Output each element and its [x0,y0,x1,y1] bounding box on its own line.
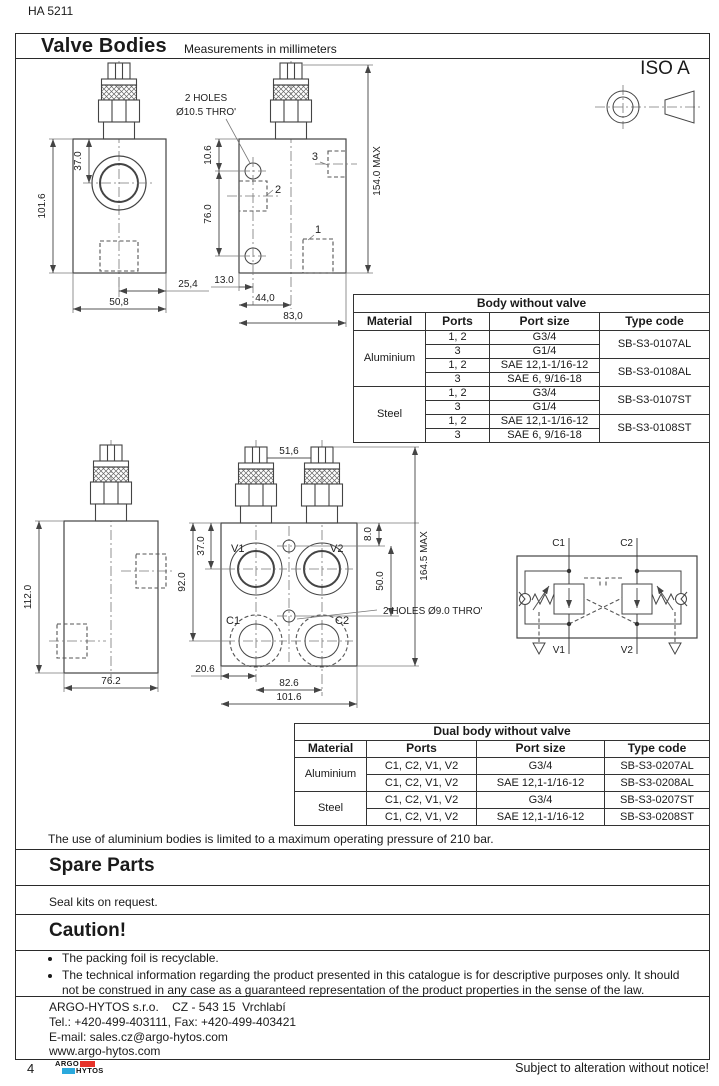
dim-c1-from-edge: 20.6 [195,664,215,675]
logo-cyan-block [62,1068,75,1074]
dual-table-title: Dual body without valve [295,724,710,741]
caution-list [46,951,696,1001]
col-ports: Ports [367,741,477,758]
page-subtitle: Measurements in millimeters [184,42,337,56]
cell-size: G3/4 [477,758,605,775]
cell-type: SB-S3-0207AL [605,758,710,775]
cell-type: SB-S3-0108ST [600,415,710,443]
body-table-title: Body without valve [354,295,710,313]
spare-parts-body: Seal kits on request. [49,895,158,909]
col-ports: Ports [426,313,490,331]
contact-website: www.argo-hytos.com [49,1044,161,1059]
table-row [354,387,710,401]
cell-material: Steel [295,792,367,826]
contact-address: ARGO-HYTOS s.r.o. CZ - 543 15 Vrchlabí [49,1000,286,1014]
dim-cartridge-spacing: 51,6 [279,446,299,457]
schematic-c1-label: C1 [552,538,565,549]
port-c1-label: C1 [226,615,241,627]
cell-material: Aluminium [295,758,367,792]
cell-size: SAE 6, 9/16-18 [490,373,600,387]
dim-body-width: 50,8 [109,297,129,308]
cell-type: SB-S3-0107AL [600,331,710,359]
dim-v-from-top: 37.0 [196,536,207,556]
logo-text-hytos: HYTOS [76,1066,104,1075]
content-frame [15,33,710,1060]
contact-email: E-mail: sales.cz@argo-hytos.com [49,1029,228,1044]
cell-size: G1/4 [490,401,600,415]
dim-dual-front-width: 101.6 [276,692,302,703]
col-material: Material [354,313,426,331]
table-row [295,758,710,775]
dim-dual-side-height: 112.0 [23,584,34,610]
dim-hole-from-edge: 13.0 [214,275,234,286]
port-2-label: 2 [275,184,282,196]
cell-material: Aluminium [354,331,426,387]
caution-bar [16,914,709,951]
dim-holes-spacing: 76.0 [203,204,214,224]
cell-size: G3/4 [490,331,600,345]
dim-c-spacing: 82.6 [279,678,299,689]
doc-code: HA 5211 [28,4,74,18]
col-port-size: Port size [490,313,600,331]
contact-phone: Tel.: +420-499-403111, Fax: +420-499-403421 [49,1014,297,1029]
cell-ports: 1, 2 [426,415,490,429]
cell-size: SAE 12,1-1/16-12 [490,415,600,429]
dim-hole-from-top: 8.0 [363,527,374,541]
dual-body-drawing [21,426,511,726]
schematic-v2-label: V2 [620,645,633,656]
dim-dual-side-width: 76.2 [101,676,121,687]
cell-size: G3/4 [477,792,605,809]
col-type-code: Type code [600,313,710,331]
dim-port-line-offset: 44,0 [255,293,275,304]
spare-parts-title: Spare Parts [49,855,155,876]
cell-size: SAE 12,1-1/16-12 [477,775,605,792]
cell-ports: 1, 2 [426,359,490,373]
dual-front-view [177,440,483,708]
col-material: Material [295,741,367,758]
port-3-label: 3 [311,151,318,163]
cell-size: SAE 12,1-1/16-12 [477,809,605,826]
dual-side-view [23,440,173,692]
holes-note-line1: 2 HOLES [184,93,228,104]
pressure-note: The use of aluminium bodies is limited to a maximum operating pressure of 210 bar. [48,832,494,846]
cell-ports: C1, C2, V1, V2 [367,775,477,792]
cell-ports: C1, C2, V1, V2 [367,792,477,809]
dim-port-from-top: 37.0 [73,151,84,171]
cell-size: SAE 12,1-1/16-12 [490,359,600,373]
caution-bullet: • The packing foil is recyclable. [62,951,696,966]
cell-ports: 3 [426,401,490,415]
dim-dual-max-height: 164.5 MAX [419,531,430,581]
cell-type: SB-S3-0208AL [605,775,710,792]
iso-projection-symbol [593,49,705,139]
argo-hytos-logo [55,1060,115,1074]
col-port-size: Port size [477,741,605,758]
dim-front-width: 83,0 [283,311,303,322]
schematic-v1-label: V1 [552,645,565,656]
spare-parts-bar [16,849,709,886]
cell-ports: 1, 2 [426,387,490,401]
contact-box [16,996,709,1058]
dual-body-table [294,723,710,826]
dim-bottom-port-offset: 25,4 [178,279,198,290]
cell-ports: C1, C2, V1, V2 [367,758,477,775]
col-type-code: Type code [605,741,710,758]
cell-type: SB-S3-0108AL [600,359,710,387]
cell-type: SB-S3-0207ST [605,792,710,809]
page-title: Valve Bodies [41,35,167,57]
single-front-view [176,61,383,327]
cell-size: G3/4 [490,387,600,401]
page-number: 4 [27,1061,35,1076]
single-body-drawing [23,59,403,344]
caution-title: Caution! [49,920,127,941]
logo-text-argo: ARGO [55,1059,80,1068]
cell-ports: 3 [426,345,490,359]
port-v1-label: V1 [231,543,245,555]
port-1-label: 1 [315,224,322,236]
body-table [353,294,710,443]
cell-material: Steel [354,387,426,443]
cell-type: SB-S3-0107ST [600,387,710,415]
dim-hole-from-top: 10.6 [203,145,214,165]
single-side-view [37,61,209,313]
port-c2-label: C2 [335,615,350,627]
table-row [295,792,710,809]
cell-size: G1/4 [490,345,600,359]
dim-hole-spacing: 50.0 [375,571,386,591]
dim-max-height: 154.0 MAX [372,146,383,196]
table-row [354,331,710,345]
cell-ports: 1, 2 [426,331,490,345]
footer-note: Subject to alteration without notice! [515,1061,709,1075]
cell-size: SAE 6, 9/16-18 [490,429,600,443]
hydraulic-schematic [509,526,704,666]
schematic-c2-label: C2 [620,538,633,549]
dim-body-height: 101.6 [37,193,48,219]
cell-type: SB-S3-0208ST [605,809,710,826]
cell-ports: 3 [426,429,490,443]
port-v2-label: V2 [330,543,344,555]
dim-c-from-top: 92.0 [177,572,188,592]
cell-ports: C1, C2, V1, V2 [367,809,477,826]
caution-bullet: • The technical information regarding the product presented in this catalogue is for descriptive purposes only. It should not be construed in any case as a guaranteed representation of the product properties in the sense of the law. [62,968,696,998]
holes-note-line2: Ø10.5 THRO' [175,107,237,118]
dual-holes-note: 2 HOLES Ø9.0 THRO' [383,606,483,617]
iso-a-label: ISO A [640,58,690,79]
cell-ports: 3 [426,373,490,387]
